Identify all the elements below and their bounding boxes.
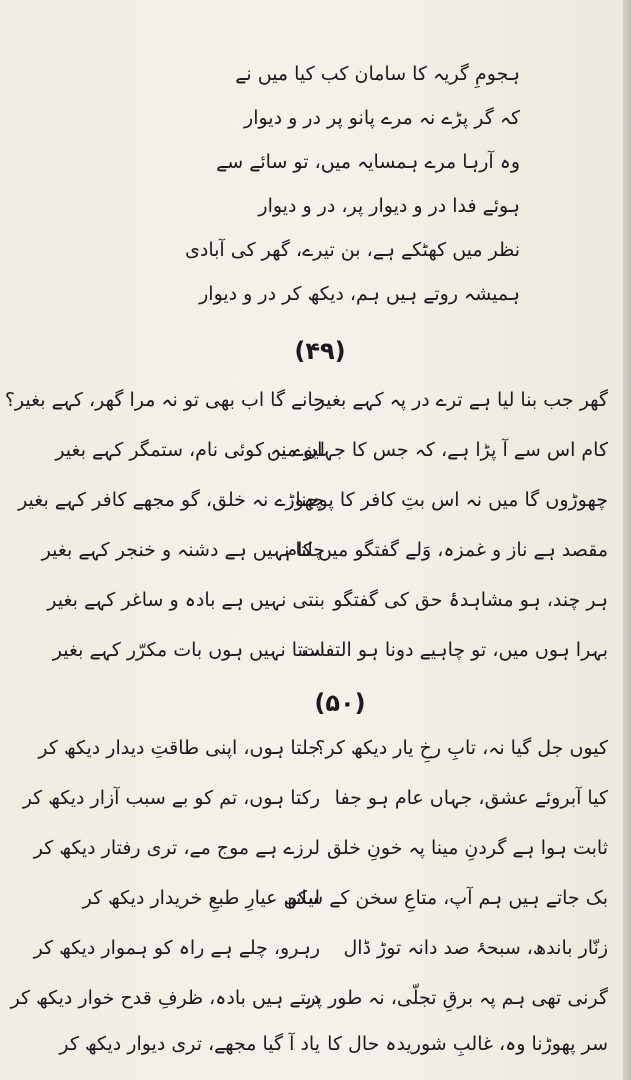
- verse-line: رہرو، چلے ہے راہ کو ہموار دیکھ کر: [33, 937, 320, 959]
- verse-line: لیکن عیارِ طبعِ خریدار دیکھ کر: [82, 887, 320, 909]
- verse-line: جلتا ہوں، اپنی طاقتِ دیدار دیکھ کر: [38, 737, 320, 759]
- intro-line: نظر میں کھٹکے ہے، بن تیرے، گھر کی آبادی: [185, 239, 520, 261]
- verse-line: بک جاتے ہیں ہم آپ، متاعِ سخن کے ساتھ: [284, 887, 608, 909]
- verse-line: سنتا نہیں ہوں بات مکرّر کہے بغیر: [52, 639, 325, 661]
- verse-line: دیتے ہیں بادہ، ظرفِ قدح خوار دیکھ کر: [10, 987, 320, 1009]
- verse-line: زنّار باندھ، سبحۂ صد دانہ توڑ ڈال: [343, 937, 608, 959]
- intro-line: ہوئے فدا در و دیوار پر، در و دیوار: [258, 195, 520, 217]
- verse-line: لیوے نہ کوئی نام، ستمگر کہے بغیر: [55, 439, 325, 461]
- verse-line: کیوں جل گیا نہ، تابِ رخِ یار دیکھ کر؟: [315, 737, 608, 759]
- verse-line: ہر چند، ہو مشاہدۂ حق کی گفتگو: [333, 589, 608, 611]
- intro-line: ہجومِ گریہ کا سامان کب کیا میں نے: [235, 63, 520, 85]
- verse-line: مقصد ہے ناز و غمزہ، وَلے گفتگو میں کام: [285, 539, 608, 561]
- ghazal-number-49: (۴۹): [294, 337, 346, 365]
- verse-line: بہرا ہوں میں، تو چاہیے دونا ہو التفات: [301, 639, 608, 661]
- verse-line: کیا آبروئے عشق، جہاں عام ہو جفا: [334, 787, 608, 809]
- verse-line: جانے گا اب بھی تو نہ مرا گھر، کہے بغیر؟: [4, 389, 325, 411]
- ghazal-number-50: (۵۰): [314, 689, 366, 717]
- verse-line: چھوڑے نہ خلق، گو مجھے کافر کہے بغیر: [18, 489, 325, 511]
- verse-line: گھر جب بنا لیا ہے ترے در پہ کہے بغیر: [315, 389, 608, 411]
- verse-line: چھوڑوں گا میں نہ اس بتِ کافر کا پوجنا: [295, 489, 608, 511]
- verse-line: رکتا ہوں، تم کو بے سبب آزار دیکھ کر: [22, 787, 320, 809]
- verse-line: چلتا نہیں ہے دشنہ و خنجر کہے بغیر: [41, 539, 325, 561]
- verse-line: گرنی تھی ہم پہ برقِ تجلّی، نہ طور پر: [306, 987, 608, 1009]
- intro-line: ہمیشہ روتے ہیں ہم، دیکھ کر در و دیوار: [199, 283, 520, 305]
- intro-line: وہ آرہا مرے ہمسایہ میں، تو سائے سے: [216, 151, 520, 173]
- verse-line: ثابت ہوا ہے گردنِ مینا پہ خونِ خلق: [327, 837, 608, 859]
- verse-line: کام اس سے آ پڑا ہے، کہ جس کا جہان میں: [266, 439, 608, 461]
- verse-line: یاد آ گیا مجھے، تری دیوار دیکھ کر: [59, 1033, 320, 1055]
- page-edge: [623, 0, 631, 1080]
- verse-line: لرزے ہے موج مے، تری رفتار دیکھ کر: [33, 837, 320, 859]
- verse-line: بنتی نہیں ہے بادہ و ساغر کہے بغیر: [47, 589, 325, 611]
- intro-line: کہ گر پڑے نہ مرے پانو پر در و دیوار: [244, 107, 520, 129]
- verse-line: سر پھوڑنا وہ، غالبِ شوریدہ حال کا: [327, 1033, 608, 1055]
